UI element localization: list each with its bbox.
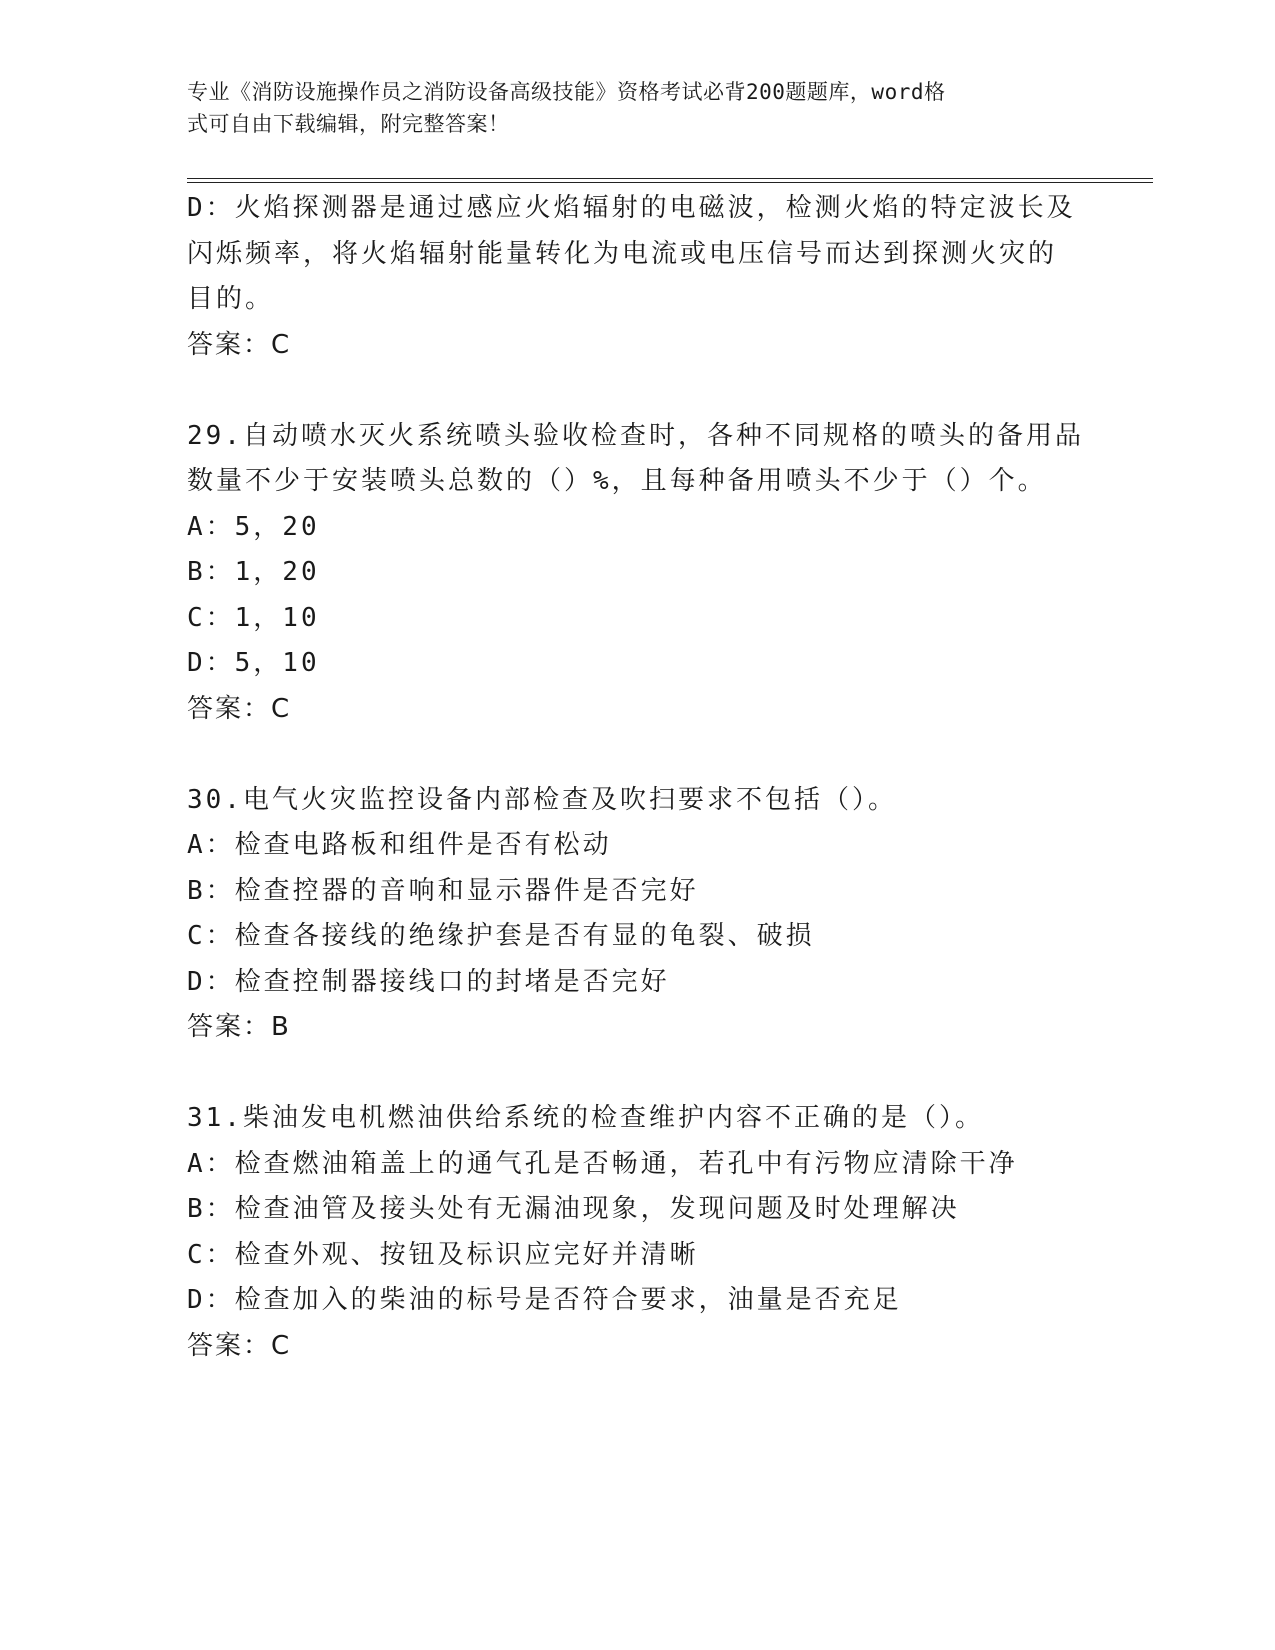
option-b: B：检查控器的音响和显示器件是否完好	[187, 875, 699, 906]
question-31	[187, 1096, 1087, 1369]
option-b: B：1，20	[187, 557, 320, 587]
answer-line: 答案：B	[187, 1012, 291, 1042]
header-line-2: 式可自由下载编辑，附完整答案！	[187, 112, 510, 136]
option-d: D：5，10	[187, 648, 320, 678]
document-body	[187, 186, 1087, 1369]
option-d: D：检查加入的柴油的标号是否符合要求，油量是否充足	[187, 1285, 902, 1315]
option-a: A：5，20	[187, 511, 320, 542]
question-stem-line-1: 30.电气火灾监控设备内部检查及吹扫要求不包括（）。	[187, 784, 897, 815]
option-a: A：检查电路板和组件是否有松动	[187, 830, 612, 860]
question-spacer	[187, 368, 1087, 414]
question-stem-line-2: 数量不少于安装喷头总数的（）%，且每种备用喷头不少于（）个。	[187, 466, 1047, 496]
prev-question-continuation	[187, 186, 1087, 368]
question-stem-line-1: 29.自动喷水灭火系统喷头验收检查时，各种不同规格的喷头的备用品	[187, 420, 1084, 451]
header-line-1: 专业《消防设施操作员之消防设备高级技能》资格考试必背200题题库，word格	[187, 80, 946, 104]
question-30	[187, 778, 1087, 1051]
option-d-line-3: 目的。	[187, 284, 275, 314]
header-divider-bottom	[187, 182, 1153, 183]
option-b: B：检查油管及接头处有无漏油现象，发现问题及时处理解决	[187, 1194, 960, 1224]
option-d: D：检查控制器接线口的封堵是否完好	[187, 966, 670, 997]
option-d-line-1: D：火焰探测器是通过感应火焰辐射的电磁波，检测火焰的特定波长及	[187, 193, 1076, 223]
option-d-line-2: 闪烁频率，将火焰辐射能量转化为电流或电压信号而达到探测火灾的	[187, 238, 1058, 269]
question-spacer	[187, 1051, 1087, 1097]
option-c: C：1，10	[187, 602, 320, 633]
option-a: A：检查燃油箱盖上的通气孔是否畅通，若孔中有污物应清除干净	[187, 1148, 1018, 1179]
answer-line: 答案：C	[187, 1330, 292, 1361]
question-spacer	[187, 732, 1087, 778]
question-stem-line-1: 31.柴油发电机燃油供给系统的检查维护内容不正确的是（）。	[187, 1103, 984, 1133]
answer-line: 答案：C	[187, 693, 292, 724]
answer-line: 答案：C	[187, 329, 292, 360]
header-divider-top	[187, 178, 1153, 179]
option-c: C：检查各接线的绝缘护套是否有显的龟裂、破损	[187, 921, 815, 951]
option-c: C：检查外观、按钮及标识应完好并清晰	[187, 1239, 699, 1270]
document-header	[187, 76, 1067, 140]
question-29	[187, 414, 1087, 733]
